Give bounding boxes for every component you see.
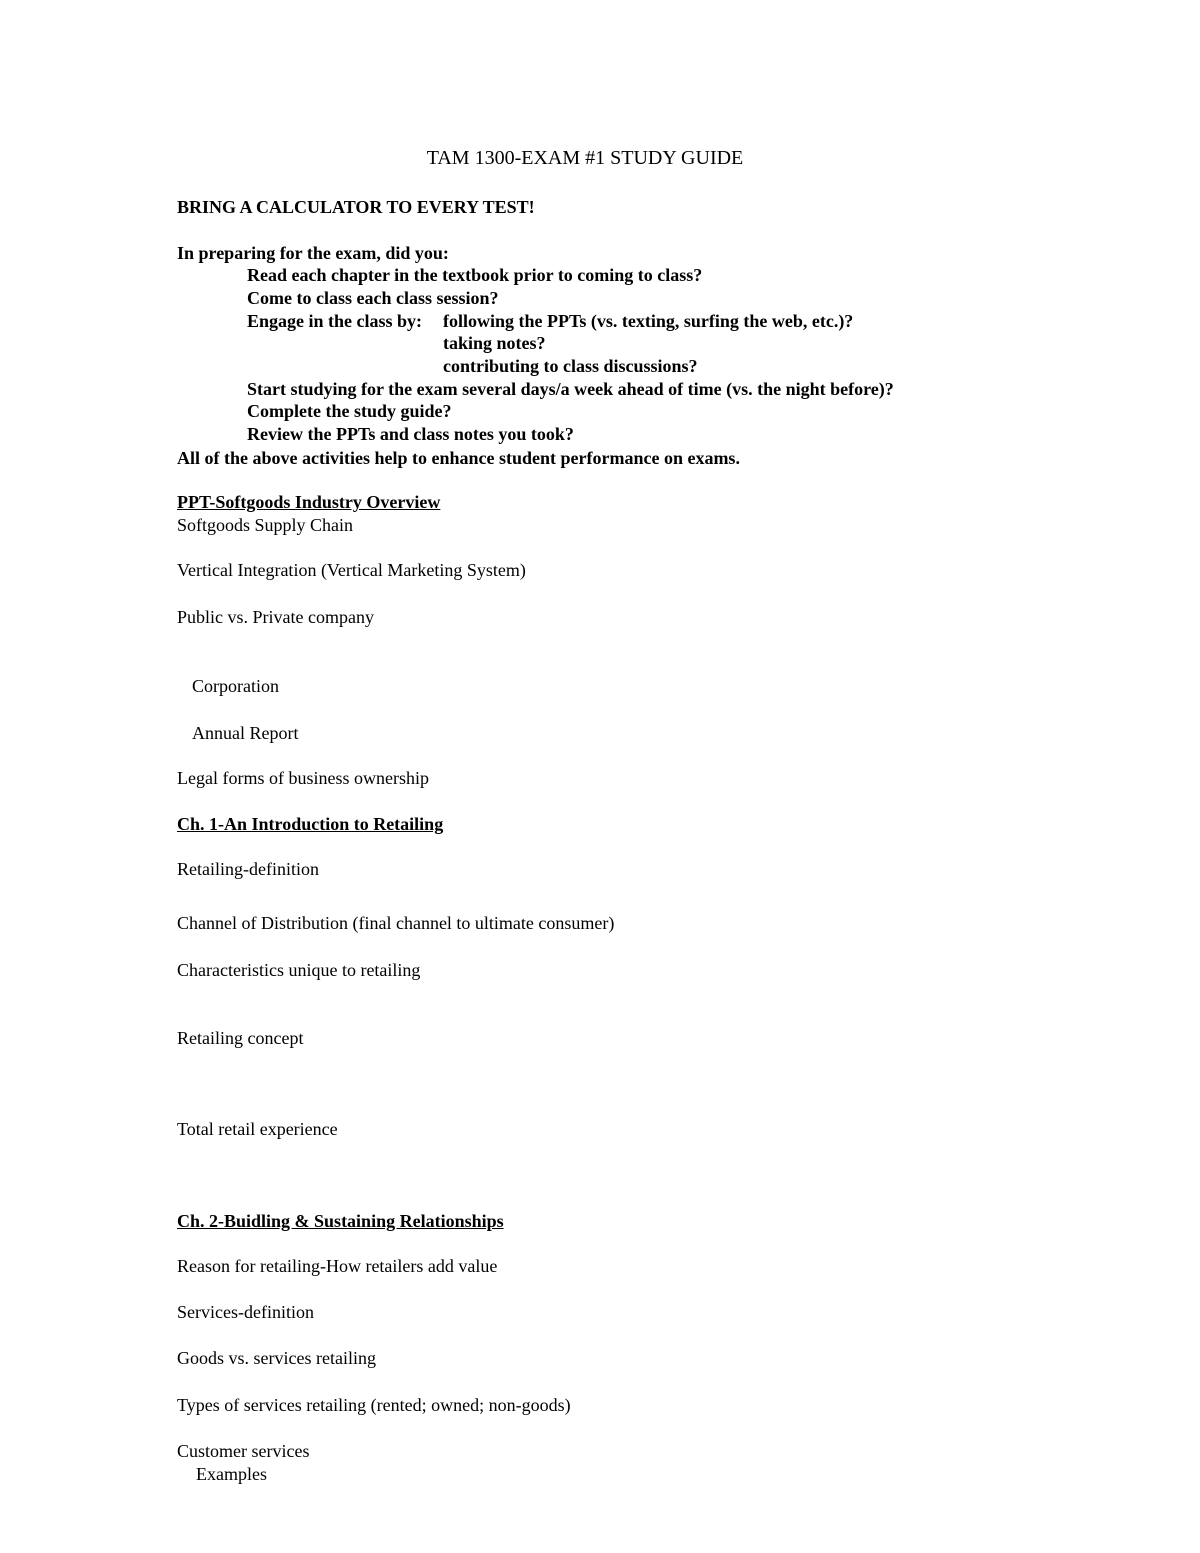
topic-legal-forms: Legal forms of business ownership [177,768,429,788]
checklist-start-studying: Start studying for the exam several days/a week ahead of time (vs. the night before)? [247,379,894,399]
checklist-engage-label: Engage in the class by: [247,311,423,331]
checklist-attend-class: Come to class each class session? [247,288,499,308]
calculator-notice: BRING A CALCULATOR TO EVERY TEST! [177,197,535,217]
page-title: TAM 1300-EXAM #1 STUDY GUIDE [426,147,744,169]
topic-total-retail-experience: Total retail experience [177,1119,338,1139]
section-heading-ch1: Ch. 1-An Introduction to Retailing [177,814,444,834]
checklist-engage-notes: taking notes? [443,333,546,353]
preparing-summary: All of the above activities help to enhance student performance on exams. [177,448,740,468]
topic-examples: Examples [196,1464,267,1484]
topic-goods-vs-services: Goods vs. services retailing [177,1348,376,1368]
checklist-study-guide: Complete the study guide? [247,401,452,421]
topic-services-definition: Services-definition [177,1302,314,1322]
topic-types-of-services: Types of services retailing (rented; owned; non-goods) [177,1395,571,1415]
topic-customer-services: Customer services [177,1441,310,1461]
topic-channel-of-distribution: Channel of Distribution (final channel to ultimate consumer) [177,913,615,933]
section-heading-ppt: PPT-Softgoods Industry Overview [177,492,441,512]
checklist-read-chapters: Read each chapter in the textbook prior to coming to class? [247,265,703,285]
section-heading-ch2: Ch. 2-Buidling & Sustaining Relationships [177,1211,504,1231]
topic-supply-chain: Softgoods Supply Chain [177,515,354,535]
topic-corporation: Corporation [192,676,279,696]
topic-reason-for-retailing: Reason for retailing-How retailers add value [177,1256,498,1276]
checklist-review: Review the PPTs and class notes you took? [247,424,574,444]
preparing-heading: In preparing for the exam, did you: [177,243,449,263]
checklist-engage-ppts: following the PPTs (vs. texting, surfing the web, etc.)? [443,311,854,331]
topic-vertical-integration: Vertical Integration (Vertical Marketing System) [177,560,526,580]
checklist-engage-discussions: contributing to class discussions? [443,356,698,376]
topic-characteristics: Characteristics unique to retailing [177,960,421,980]
topic-annual-report: Annual Report [192,723,299,743]
topic-retailing-concept: Retailing concept [177,1028,304,1048]
topic-retailing-definition: Retailing-definition [177,859,319,879]
topic-public-private: Public vs. Private company [177,607,374,627]
